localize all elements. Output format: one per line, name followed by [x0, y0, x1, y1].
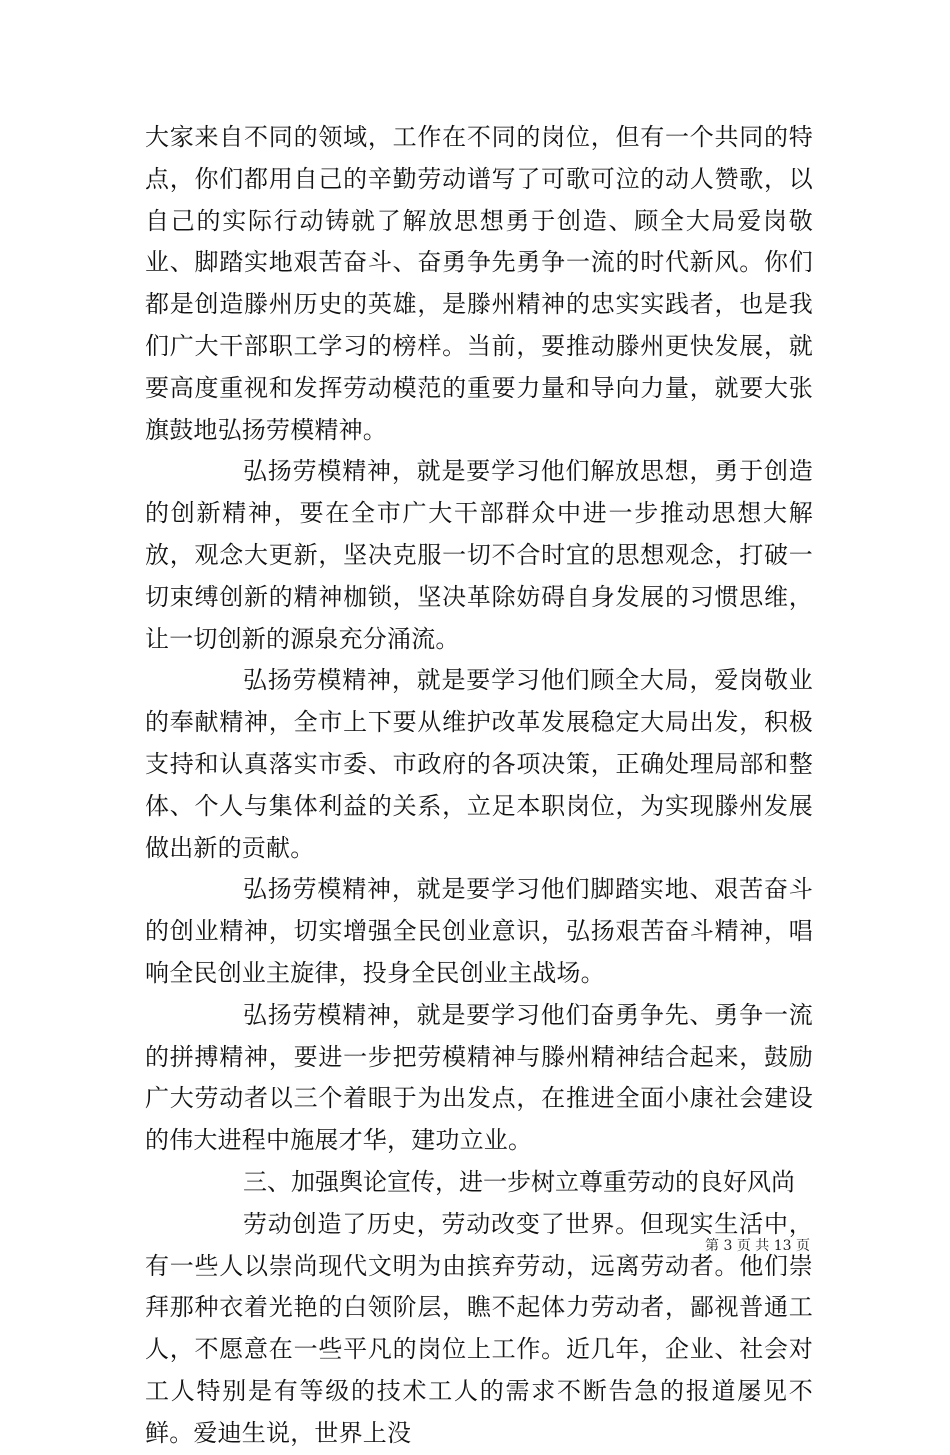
page-number-footer: 第 3 页 共 13 页 — [705, 1238, 810, 1254]
paragraph-respect-labor: 劳动创造了历史，劳动改变了世界。但现实生活中，有一些人以崇尚现代文明为由摈弃劳动，远离劳动者。他们崇拜那种衣着光艳的白领阶层，瞧不起体力劳动者，鄙视普通工人，不愿意在一些平凡的岗位上工作。近几年，企业、社会对工人特别是有等级的技术工人的需求不断告急的报道屡见不鲜。爱迪生说，世界上没 — [145, 1209, 813, 1447]
paragraph-striving-spirit: 弘扬劳模精神，就是要学习他们奋勇争先、勇争一流的拼搏精神，要进一步把劳模精神与滕州精神结合起来，鼓励广大劳动者以三个着眼于为出发点，在推进全面小康社会建设的伟大进程中施展才华，建功立业。 — [145, 1000, 813, 1155]
paragraph-innovation-spirit: 弘扬劳模精神，就是要学习他们解放思想，勇于创造的创新精神，要在全市广大干部群众中进一步推动思想大解放，观念大更新，坚决克服一切不合时宜的思想观念，打破一切束缚创新的精神枷锁，坚决革除妨碍自身发展的习惯思维，让一切创新的源泉充分涌流。 — [145, 457, 813, 653]
paragraph-continuation: 大家来自不同的领域，工作在不同的岗位，但有一个共同的特点，你们都用自己的辛勤劳动谱写了可歌可泣的动人赞歌，以自己的实际行动铸就了解放思想勇于创造、顾全大局爱岗敬业、脚踏实地艰苦奋斗、奋勇争先勇争一流的时代新风。你们都是创造滕州历史的英雄，是滕州精神的忠实实践者，也是我们广大干部职工学习的榜样。当前，要推动滕州更快发展，就要高度重视和发挥劳动模范的重要力量和导向力量，就要大张旗鼓地弘扬劳模精神。 — [145, 123, 813, 444]
section-heading: 三、加强舆论宣传，进一步树立尊重劳动的良好风尚 — [243, 1167, 795, 1196]
paragraph-dedication-spirit: 弘扬劳模精神，就是要学习他们顾全大局，爱岗敬业的奉献精神，全市上下要从维护改革发展稳定大局出发，积极支持和认真落实市委、市政府的各项决策，正确处理局部和整体、个人与集体利益的关系，立足本职岗位，为实现滕州发展做出新的贡献。 — [145, 666, 813, 862]
paragraph-entrepreneurship-spirit: 弘扬劳模精神，就是要学习他们脚踏实地、艰苦奋斗的创业精神，切实增强全民创业意识，弘扬艰苦奋斗精神，唱响全民创业主旋律，投身全民创业主战场。 — [145, 875, 813, 987]
